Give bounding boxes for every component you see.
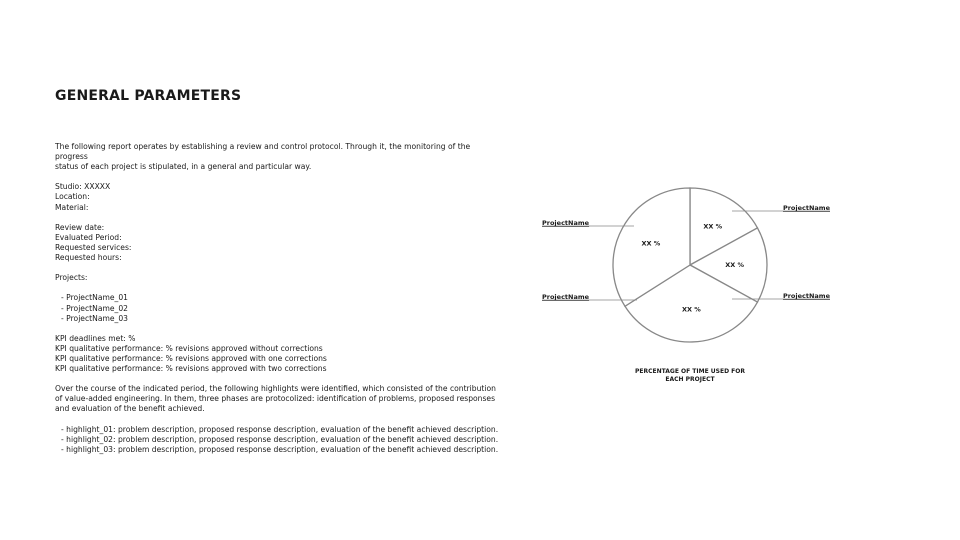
pie-slice-name: ProjectName: [782, 204, 830, 212]
pie-value-label: XX %: [725, 261, 745, 269]
highlight-item: - highlight_01: problem description, proposed response description, evaluation of the benefit achieved description.: [61, 424, 499, 434]
pie-slice-name: ProjectName: [542, 219, 590, 227]
project-item: - ProjectName_02: [61, 303, 128, 313]
highlights-intro-line: of value-added engineering. In them, three phases are protocolized: identification of problems, proposed responses: [55, 394, 496, 404]
project-item: - ProjectName_03: [61, 313, 128, 323]
material-line: Material:: [55, 202, 89, 212]
chart-title-line: PERCENTAGE OF TIME USED FOR: [635, 368, 745, 375]
highlights-intro-line: Over the course of the indicated period, the following highlights were identified, which consisted of the contribution: [55, 384, 496, 394]
pie-value-label: XX %: [641, 239, 661, 248]
kpi-line: KPI qualitative performance: % revisions approved without corrections: [55, 343, 323, 353]
intro-line: status of each project is stipulated, in a general and particular way.: [55, 162, 312, 172]
projects-heading: Projects:: [55, 273, 88, 283]
kpi-line: KPI qualitative performance: % revisions approved with one corrections: [55, 353, 327, 363]
intro-line: The following report operates by establishing a review and control protocol. Through it, the monitoring of the progress: [55, 142, 471, 162]
chart-title-line: EACH PROJECT: [665, 376, 715, 383]
highlights-intro-line: and evaluation of the benefit achieved.: [55, 404, 205, 414]
studio-line: Studio: XXXXX: [55, 182, 111, 192]
report-body: [55, 142, 500, 455]
pie-value-label: XX %: [681, 305, 701, 314]
review-date-line: Review date:: [55, 222, 105, 232]
requested-services-line: Requested services:: [55, 242, 132, 252]
location-line: Location:: [55, 192, 90, 202]
highlight-item: - highlight_02: problem description, proposed response description, evaluation of the benefit achieved description.: [61, 434, 499, 444]
evaluated-period-line: Evaluated Period:: [55, 232, 122, 242]
pie-slice-name: ProjectName: [782, 292, 830, 300]
requested-hours-line: Requested hours:: [55, 253, 122, 263]
page-title: GENERAL PARAMETERS: [55, 88, 242, 104]
project-item: - ProjectName_01: [61, 293, 128, 303]
highlight-item: - highlight_03: problem description, proposed response description, evaluation of the benefit achieved description.: [61, 444, 499, 454]
kpi-line: KPI deadlines met: %: [55, 333, 136, 343]
pie-chart: [530, 180, 840, 390]
kpi-line: KPI qualitative performance: % revisions approved with two corrections: [55, 364, 327, 374]
pie-value-label: XX %: [703, 222, 723, 231]
pie-slice-name: ProjectName: [542, 293, 590, 301]
